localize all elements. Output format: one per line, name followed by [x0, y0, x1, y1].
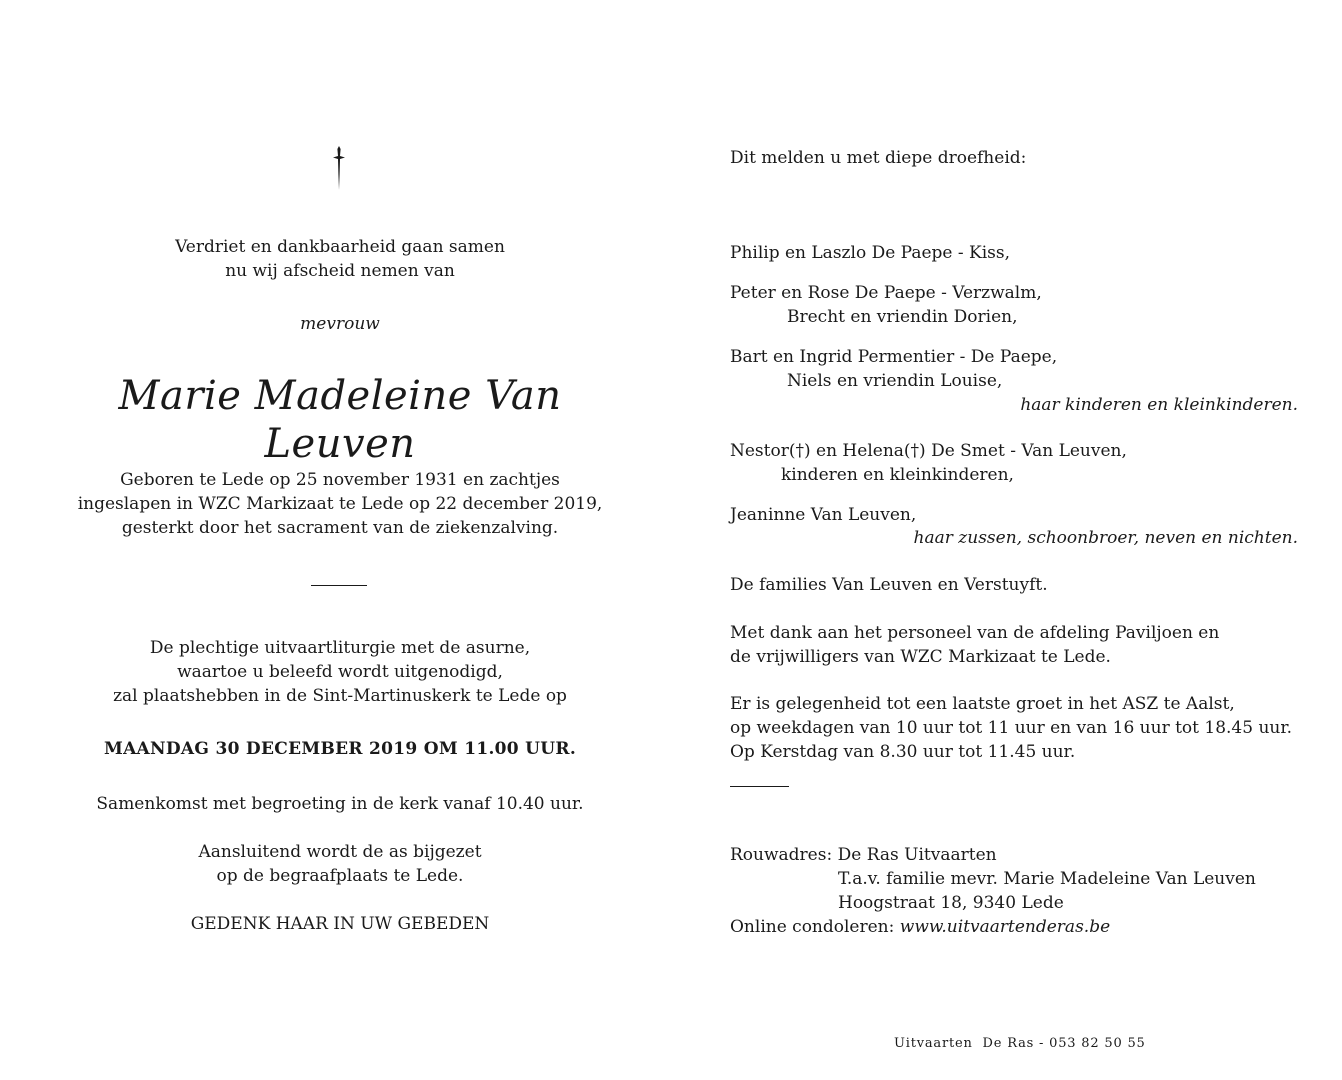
- role-siblings: haar zussen, schoonbroer, neven en nichten.: [913, 528, 1298, 548]
- family-group: [730, 345, 1057, 393]
- burial-line: Aansluitend wordt de as bijgezet: [198, 842, 482, 862]
- family-subline: Niels en vriendin Louise,: [787, 371, 1003, 391]
- intro-text: [40, 235, 640, 283]
- address-line: De Ras Uitvaarten: [837, 845, 997, 865]
- role-children: haar kinderen en kleinkinderen.: [1020, 395, 1298, 415]
- intro-line: nu wij afscheid nemen van: [225, 261, 455, 281]
- family-group: [730, 281, 1042, 329]
- visit-text: [730, 692, 1292, 764]
- family-line: Philip en Laszlo De Paepe - Kiss,: [730, 243, 1011, 263]
- closing-text: GEDENK HAAR IN UW GEBEDEN: [190, 914, 490, 934]
- families-text: De families Van Leuven en Verstuyft.: [730, 575, 1048, 595]
- burial-text: [40, 840, 640, 888]
- footer-credit: Uitvaarten De Ras - 053 82 50 55: [894, 1036, 1146, 1051]
- birth-death-text: [40, 468, 640, 540]
- birth-line: gesterkt door het sacrament van de ziekenzalving.: [121, 518, 559, 538]
- ceremony-line: De plechtige uitvaartliturgie met de asurne,: [149, 638, 531, 658]
- ceremony-line: waartoe u beleefd wordt uitgenodigd,: [177, 662, 503, 682]
- ceremony-text: [40, 636, 640, 708]
- family-subline: kinderen en kleinkinderen,: [781, 465, 1014, 485]
- online-label: Online condoleren:: [730, 917, 895, 937]
- birth-line: ingeslapen in WZC Markizaat te Lede op 22 december 2019,: [77, 494, 603, 514]
- visit-line: op weekdagen van 10 uur tot 11 uur en van 16 uur tot 18.45 uur.: [730, 718, 1293, 738]
- family-line: Nestor(†) en Helena(†) De Smet - Van Leuven,: [730, 441, 1127, 461]
- family-line: Jeaninne Van Leuven,: [730, 505, 917, 525]
- right-divider: [730, 786, 789, 787]
- online-url: www.uitvaartenderas.be: [899, 917, 1111, 937]
- deceased-name: Marie Madeleine Van Leuven: [118, 373, 562, 467]
- family-group: [730, 439, 1127, 487]
- ceremony-line: zal plaatshebben in de Sint-Martinuskerk te Lede op: [113, 686, 567, 706]
- address-label: Rouwadres:: [730, 845, 833, 865]
- ceremony-date: MAANDAG 30 DECEMBER 2019 OM 11.00 UUR.: [103, 739, 577, 759]
- burial-line: op de begraafplaats te Lede.: [216, 866, 464, 886]
- cross-icon: [329, 144, 349, 192]
- gathering-text: Samenkomst met begroeting in de kerk vanaf 10.40 uur.: [96, 794, 584, 814]
- address-block: [730, 843, 1256, 939]
- address-line: Hoogstraat 18, 9340 Lede: [838, 893, 1064, 913]
- thanks-line: Met dank aan het personeel van de afdeling Paviljoen en: [730, 623, 1220, 643]
- left-divider: [311, 585, 367, 586]
- thanks-text: [730, 621, 1219, 669]
- family-line: Peter en Rose De Paepe - Verzwalm,: [730, 283, 1042, 303]
- intro-line: Verdriet en dankbaarheid gaan samen: [175, 237, 505, 257]
- thanks-line: de vrijwilligers van WZC Markizaat te Lede.: [730, 647, 1111, 667]
- visit-line: Er is gelegenheid tot een laatste groet in het ASZ te Aalst,: [730, 694, 1235, 714]
- family-line: Bart en Ingrid Permentier - De Paepe,: [730, 347, 1058, 367]
- announce-text: Dit melden u met diepe droefheid:: [730, 148, 1027, 168]
- address-line: T.a.v. familie mevr. Marie Madeleine Van Leuven: [838, 869, 1256, 889]
- birth-line: Geboren te Lede op 25 november 1931 en zachtjes: [120, 470, 560, 490]
- online-line: [730, 915, 1256, 939]
- visit-line: Op Kerstdag van 8.30 uur tot 11.45 uur.: [730, 742, 1076, 762]
- family-subline: Brecht en vriendin Dorien,: [787, 307, 1018, 327]
- address-first-line: [730, 843, 1256, 867]
- title-honorific: mevrouw: [300, 314, 380, 334]
